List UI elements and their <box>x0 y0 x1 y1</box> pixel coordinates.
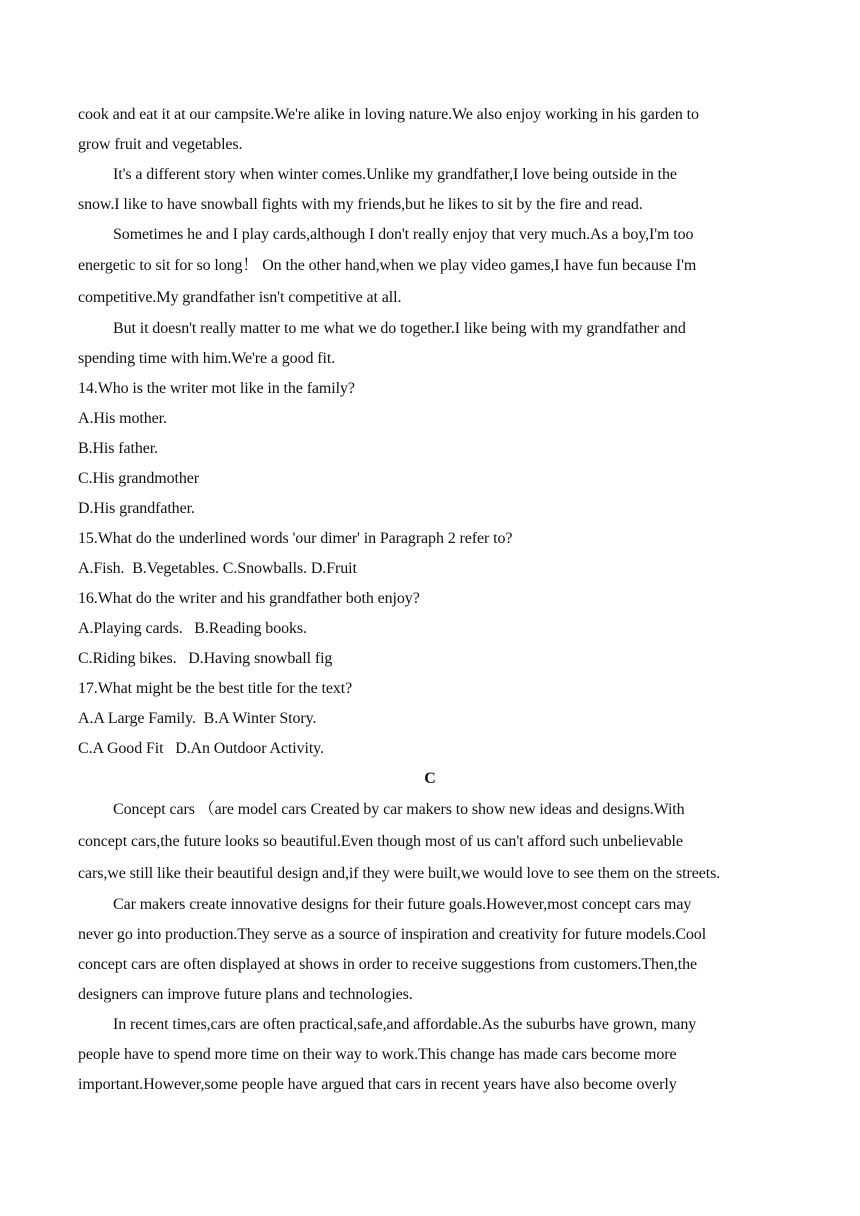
text-line: designers can improve future plans and technologies. <box>78 986 413 1003</box>
answer-option: A.His mother. <box>78 410 167 427</box>
answer-options: A.Fish. B.Vegetables. C.Snowballs. D.Fruit <box>78 560 357 577</box>
text-line: people have to spend more time on their way to work.This change has made cars become more <box>78 1046 677 1063</box>
text-line: concept cars,the future looks so beautiful.Even though most of us can't afford such unbelievable <box>78 833 683 850</box>
text-line: energetic to sit for so long！ On the other hand,when we play video games,I have fun because I'm <box>78 257 697 274</box>
text-line: cook and eat it at our campsite.We're alike in loving nature.We also enjoy working in his garden to <box>78 106 699 123</box>
question-text: 14.Who is the writer mot like in the family? <box>78 380 355 397</box>
text-line: Car makers create innovative designs for their future goals.However,most concept cars may <box>113 896 692 913</box>
text-line: important.However,some people have argued that cars in recent years have also become overly <box>78 1076 677 1093</box>
passage-c-paragraph <box>0 794 860 890</box>
text-line: It's a different story when winter comes.Unlike my grandfather,I love being outside in the <box>113 166 677 183</box>
question-14 <box>0 374 860 524</box>
text-line: snow.I like to have snowball fights with my friends,but he likes to sit by the fire and read. <box>78 196 643 213</box>
text-line: concept cars are often displayed at shows in order to receive suggestions from customers.Then,the <box>78 956 697 973</box>
text-line: never go into production.They serve as a source of inspiration and creativity for future models.Cool <box>78 926 707 943</box>
answer-options: A.A Large Family. B.A Winter Story. <box>78 710 317 727</box>
section-heading: C <box>424 770 436 787</box>
text-line: competitive.My grandfather isn't competitive at all. <box>78 289 402 306</box>
question-text: 17.What might be the best title for the text? <box>78 680 353 697</box>
text-line: Concept cars （are model cars Created by car makers to show new ideas and designs.With <box>113 801 685 818</box>
answer-options: C.A Good Fit D.An Outdoor Activity. <box>78 740 324 757</box>
answer-option: D.His grandfather. <box>78 500 195 517</box>
passage-b-paragraph <box>0 220 860 314</box>
text-line: But it doesn't really matter to me what we do together.I like being with my grandfather and <box>113 320 686 337</box>
question-text: 16.What do the writer and his grandfather both enjoy? <box>78 590 420 607</box>
passage-b-paragraph <box>0 314 860 374</box>
document-page <box>0 100 860 1100</box>
answer-option: C.His grandmother <box>78 470 199 487</box>
text-line: Sometimes he and I play cards,although I don't really enjoy that very much.As a boy,I'm too <box>113 226 694 243</box>
answer-options: C.Riding bikes. D.Having snowball fig <box>78 650 333 667</box>
passage-b-paragraph <box>0 160 860 220</box>
question-16 <box>0 584 860 674</box>
answer-option: B.His father. <box>78 440 159 457</box>
question-15 <box>0 524 860 584</box>
text-line: cars,we still like their beautiful design and,if they were built,we would love to see them on the streets. <box>78 865 721 882</box>
passage-c-paragraph <box>0 1010 860 1100</box>
text-line: In recent times,cars are often practical,safe,and affordable.As the suburbs have grown, many <box>113 1016 697 1033</box>
question-17 <box>0 674 860 764</box>
passage-c-paragraph <box>0 890 860 1010</box>
question-text: 15.What do the underlined words 'our dimer' in Paragraph 2 refer to? <box>78 530 513 547</box>
passage-b-paragraph <box>0 100 860 160</box>
text-line: spending time with him.We're a good fit. <box>78 350 336 367</box>
text-line: grow fruit and vegetables. <box>78 136 243 153</box>
answer-options: A.Playing cards. B.Reading books. <box>78 620 307 637</box>
